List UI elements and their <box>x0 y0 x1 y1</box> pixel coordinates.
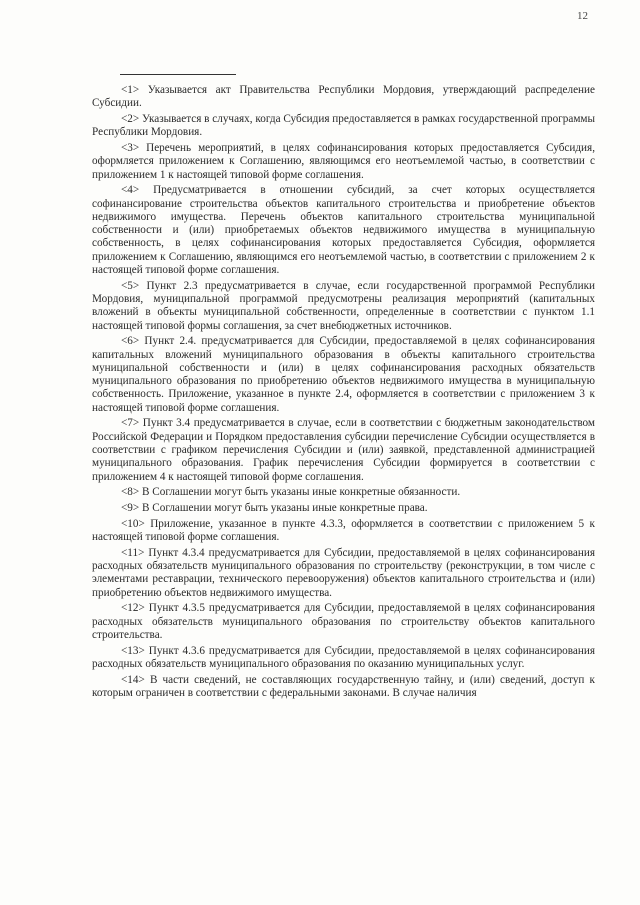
footnotes <box>92 84 595 703</box>
footnote-7: <7> Пункт 3.4 предусматривается в случае, если в соответствии с бюджетным законодательством Российской Федерации и Порядком предоставления субсидии перечисление Субсидии осуществляется в соответствии с графиком перечисления Субсидии и (или) заявкой, представленной администрацией муниципального образования. График перечисления Субсидии формируется в соответствии с приложением 4 к настоящей типовой форме соглашения. <box>92 417 595 483</box>
footnote-12: <12> Пункт 4.3.5 предусматривается для Субсидии, предоставляемой в целях софинансирования расходных обязательств муниципального образования по строительству объектов капитального строительства. <box>92 602 595 641</box>
footnote-8: <8> В Соглашении могут быть указаны иные конкретные обязанности. <box>121 486 461 499</box>
footnote-4: <4> Предусматривается в отношении субсидий, за счет которых осуществляется софинансирование строительства объектов капитального строительства и приобретение объектов недвижимого имущества. Перечень объектов капитального строительства муниципальной собственности и (или) приобретаемых объектов недвижимого имущества в муниципальную собственность, в целях софинансирования которых предоставляется Субсидия, оформляется приложением к Соглашению, являющимся его неотъемлемой частью, в соответствии с приложением 2 к настоящей типовой форме соглашения. <box>92 184 595 277</box>
footnote-10: <10> Приложение, указанное в пункте 4.3.3, оформляется в соответствии с приложением 5 к настоящей типовой форме соглашения. <box>92 517 595 544</box>
footnote-14: <14> В части сведений, не составляющих государственную тайну, и (или) сведений, доступ к которым ограничен в соответствии с федеральными законами. В случае наличия <box>92 673 595 699</box>
footnote-3: <3> Перечень мероприятий, в целях софинансирования которых предоставляется Субсидия, оформляется приложением к Соглашению, являющимся его неотъемлемой частью, в соответствии с приложением 1 к настоящей типовой форме соглашения. <box>92 141 595 181</box>
footnote-separator <box>120 74 236 75</box>
footnote-11: <11> Пункт 4.3.4 предусматривается для Субсидии, предоставляемой в целях софинансирования расходных обязательств муниципального образования по строительству (реконструкции, в том числе с элементами реставрации, технического перевооружения) объектов капитального строительства и (или) приобретению объектов недвижимого имущества. <box>92 546 595 599</box>
footnote-5: <5> Пункт 2.3 предусматривается в случае, если государственной программой Республики Мордовия, муниципальной программой предусмотрены реализация мероприятий (капитальных вложений в объекты муниципальной собственности, определенные в соответствии с пунктом 1.1 настоящей типовой формы соглашения, за счет внебюджетных источников. <box>92 279 595 332</box>
footnote-6: <6> Пункт 2.4. предусматривается для Субсидии, предоставляемой в целях софинансирования капитальных вложений муниципального образования в объекты капитального строительства муниципальной собственности и (или) в целях софинансирования расходных обязательств муниципального образования по приобретению объектов недвижимого имущества в муниципальную собственность. Приложение, указанное в пункте 2.4, оформляется в соответствии с приложением 3 к настоящей типовой форме соглашения. <box>92 335 595 414</box>
page-number: 12 <box>577 10 588 22</box>
footnote-2: <2> Указывается в случаях, когда Субсидия предоставляется в рамках государственной программы Республики Мордовия. <box>92 112 595 139</box>
footnote-13: <13> Пункт 4.3.6 предусматривается для Субсидии, предоставляемой в целях софинансирования расходных обязательств муниципального образования по оказанию муниципальных услуг. <box>92 644 595 670</box>
footnote-9: <9> В Соглашении могут быть указаны иные конкретные права. <box>121 502 428 515</box>
footnote-1: <1> Указывается акт Правительства Республики Мордовия, утверждающий распределение Субсидии. <box>92 84 595 110</box>
